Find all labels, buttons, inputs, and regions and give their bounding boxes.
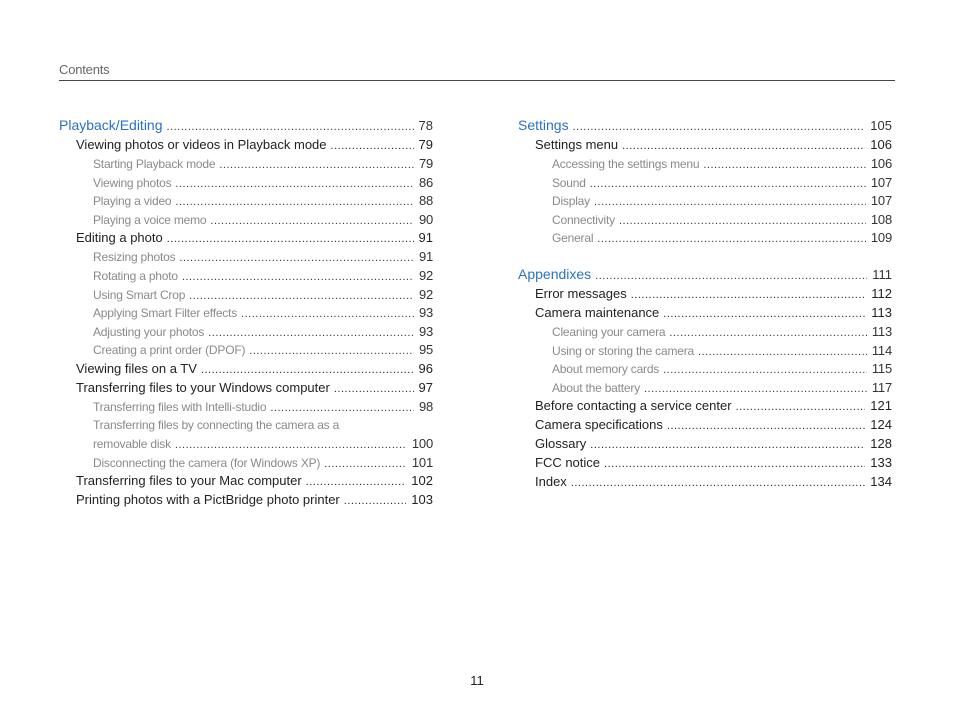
toc-page-number: 88	[418, 193, 433, 209]
dot-leader	[644, 383, 867, 395]
toc-entry[interactable]	[518, 417, 892, 436]
dot-leader	[210, 215, 414, 227]
toc-page-number: 98	[418, 398, 433, 414]
toc-entry-label: Transferring files by connecting the camera as a	[93, 417, 340, 432]
toc-page-number: 114	[871, 342, 892, 358]
dot-leader	[175, 439, 407, 451]
dot-leader	[604, 458, 865, 470]
dot-leader	[331, 140, 414, 152]
toc-subentry[interactable]	[59, 156, 433, 175]
page-number: 11	[470, 673, 484, 688]
dot-leader	[594, 196, 866, 208]
toc-entry-label: Settings menu	[535, 137, 619, 152]
toc-right-column	[518, 116, 892, 493]
toc-entry-label: Accessing the settings menu	[552, 157, 700, 171]
toc-page-number: 115	[871, 361, 892, 377]
dot-leader	[663, 364, 867, 376]
toc-page-number: 121	[870, 398, 892, 414]
header-title: Contents	[59, 62, 110, 77]
toc-page-number: 97	[418, 379, 433, 395]
toc-page-number: 90	[418, 211, 433, 227]
dot-leader	[698, 346, 867, 358]
dot-leader	[344, 495, 407, 507]
dot-leader	[175, 178, 414, 190]
dot-leader	[167, 121, 414, 133]
dot-leader	[622, 140, 865, 152]
toc-page-number: 96	[418, 360, 433, 376]
toc-page-number: 92	[418, 267, 433, 283]
dot-leader	[189, 290, 414, 302]
toc-subentry[interactable]	[59, 324, 433, 343]
toc-page-number: 95	[418, 342, 433, 358]
toc-entry-label: Resizing photos	[93, 250, 176, 265]
toc-subentry[interactable]	[59, 399, 433, 418]
dot-leader	[631, 289, 867, 301]
dot-leader	[241, 308, 414, 320]
toc-page-number: 103	[411, 492, 433, 508]
toc-entry-label: Applying Smart Filter effects	[93, 306, 238, 321]
toc-entry[interactable]	[59, 473, 433, 492]
dot-leader	[736, 401, 866, 413]
toc-entry[interactable]	[59, 230, 433, 249]
toc-entry-label: General	[552, 231, 594, 246]
toc-entry-label: Viewing photos	[93, 175, 172, 190]
dot-leader	[182, 271, 414, 283]
toc-entry-label: removable disk	[93, 437, 171, 452]
toc-page-number: 124	[870, 417, 892, 433]
toc-subentry[interactable]	[59, 305, 433, 324]
toc-entry[interactable]	[59, 137, 433, 156]
toc-left-column	[59, 116, 433, 511]
toc-entry-label: Using or storing the camera	[552, 343, 694, 358]
toc-page-number: 79	[418, 156, 433, 171]
dot-leader	[270, 402, 414, 414]
dot-leader	[595, 270, 867, 282]
toc-entry-label: Starting Playback mode	[93, 157, 216, 171]
toc-subentry[interactable]	[518, 343, 892, 362]
toc-page-number: 105	[870, 118, 892, 133]
toc-entry-label: Transferring files to your Windows computer	[76, 379, 330, 395]
toc-subentry[interactable]	[59, 175, 433, 194]
toc-entry[interactable]	[518, 474, 892, 493]
toc-subentry[interactable]	[518, 212, 892, 231]
toc-subentry[interactable]	[59, 436, 433, 455]
dot-leader	[175, 196, 414, 208]
toc-page-number: 93	[418, 305, 433, 321]
toc-section-heading[interactable]	[518, 117, 892, 137]
dot-leader	[619, 215, 866, 227]
toc-entry-label: Cleaning your camera	[552, 324, 666, 339]
toc-subentry[interactable]	[518, 193, 892, 212]
toc-entry-label: Glossary	[535, 436, 587, 452]
toc-entry[interactable]	[518, 398, 892, 417]
toc-entry[interactable]	[518, 305, 892, 324]
toc-entry-label: Rotating a photo	[93, 268, 178, 283]
toc-page-number: 133	[870, 455, 892, 471]
toc-subentry[interactable]	[59, 287, 433, 306]
toc-page-number: 117	[871, 379, 892, 395]
toc-subentry[interactable]	[518, 380, 892, 399]
toc-subentry[interactable]	[59, 193, 433, 212]
toc-section-heading[interactable]	[59, 117, 433, 137]
toc-subentry[interactable]	[59, 212, 433, 231]
dot-leader	[201, 364, 414, 376]
dot-leader	[597, 233, 866, 245]
toc-entry-label: Playing a voice memo	[93, 212, 207, 227]
toc-page-number: 106	[870, 156, 892, 171]
toc-page-number: 134	[870, 474, 892, 490]
dot-leader	[590, 178, 866, 190]
toc-entry-label: Playing a video	[93, 194, 172, 209]
toc-page-number: 92	[418, 286, 433, 302]
toc-page-number: 128	[870, 436, 892, 452]
toc-subentry[interactable]	[59, 249, 433, 268]
dot-leader	[179, 252, 414, 264]
dot-leader	[324, 458, 407, 470]
toc-subentry[interactable]	[518, 175, 892, 194]
dot-leader	[571, 477, 865, 489]
toc-entry[interactable]	[59, 380, 433, 399]
toc-entry[interactable]	[518, 286, 892, 305]
toc-entry[interactable]	[518, 436, 892, 455]
toc-page-number: 106	[870, 137, 892, 152]
toc-entry-label: About the battery	[552, 380, 640, 395]
toc-entry-label: Camera specifications	[535, 417, 663, 433]
toc-page-number: 113	[871, 304, 892, 320]
toc-page-number: 102	[411, 473, 433, 489]
dot-leader	[334, 383, 414, 395]
toc-page-number: 109	[870, 230, 892, 246]
toc-subentry[interactable]	[59, 455, 433, 474]
toc-entry-label: Editing a photo	[76, 230, 163, 246]
toc-subentry[interactable]	[518, 361, 892, 380]
toc-page-number: 91	[418, 230, 433, 246]
toc-entry-label: Transferring files to your Mac computer	[76, 473, 302, 489]
toc-entry-label: Error messages	[535, 285, 627, 301]
toc-page-number: 86	[418, 174, 433, 190]
toc-page-number: 111	[872, 266, 892, 282]
toc-page-number: 108	[870, 211, 892, 227]
toc-page-number: 101	[411, 454, 433, 470]
toc-page-number: 113	[871, 323, 892, 339]
toc-page-number: 107	[870, 193, 892, 209]
toc-entry-label: Creating a print order (DPOF)	[93, 343, 246, 358]
toc-entry[interactable]	[518, 455, 892, 474]
toc-entry-label: Camera maintenance	[535, 304, 660, 320]
toc-entry-label: Disconnecting the camera (for Windows XP)	[93, 455, 321, 470]
toc-page-number: 93	[418, 323, 433, 339]
toc-subentry[interactable]	[518, 324, 892, 343]
dot-leader	[167, 233, 414, 245]
toc-entry-label: Adjusting your photos	[93, 324, 205, 339]
toc-subentry[interactable]	[518, 230, 892, 249]
toc-subentry[interactable]	[59, 268, 433, 287]
dot-leader	[573, 121, 866, 133]
toc-entry[interactable]	[518, 137, 892, 156]
toc-page-number: 91	[418, 249, 433, 265]
toc-entry-label: Playback/Editing	[59, 117, 163, 133]
toc-page-number: 107	[870, 174, 892, 190]
toc-entry-label: Display	[552, 194, 590, 209]
toc-page-number: 100	[411, 436, 433, 452]
dot-leader	[219, 159, 414, 171]
toc-entry-label: Transferring files with Intelli-studio	[93, 399, 267, 414]
toc-page-number: 79	[418, 137, 433, 152]
toc-entry-label: Appendixes	[518, 265, 592, 282]
dot-leader	[667, 420, 865, 432]
toc-entry-label: Connectivity	[552, 212, 615, 227]
toc-subentry[interactable]	[59, 342, 433, 361]
toc-entry-label: Viewing photos or videos in Playback mode	[76, 137, 327, 152]
toc-entry-label: Before contacting a service center	[535, 398, 732, 414]
toc-entry-label: Settings	[518, 117, 569, 133]
toc-page-number: 78	[418, 118, 433, 133]
dot-leader	[208, 327, 414, 339]
dot-leader	[663, 308, 866, 320]
toc-entry-label: Viewing files on a TV	[76, 360, 197, 376]
dot-leader	[669, 327, 866, 339]
dot-leader	[590, 439, 865, 451]
toc-entry-label: Index	[535, 474, 567, 490]
toc-entry-label: Printing photos with a PictBridge photo printer	[76, 492, 340, 508]
toc-entry[interactable]	[59, 361, 433, 380]
section-spacer	[518, 249, 892, 265]
toc-entry-label: Sound	[552, 175, 586, 190]
header-divider	[59, 80, 895, 81]
toc-page-number: 112	[871, 285, 892, 301]
page-header	[59, 62, 895, 77]
toc-section-heading[interactable]	[518, 266, 892, 286]
toc-entry-label: About memory cards	[552, 362, 660, 377]
toc-entry[interactable]	[59, 492, 433, 511]
toc-entry-label: FCC notice	[535, 455, 601, 471]
toc-entry-label: Using Smart Crop	[93, 287, 186, 302]
dot-leader	[703, 159, 866, 171]
toc-subentry[interactable]	[59, 418, 433, 437]
toc-subentry[interactable]	[518, 156, 892, 175]
dot-leader	[249, 345, 414, 357]
dot-leader	[306, 476, 407, 488]
